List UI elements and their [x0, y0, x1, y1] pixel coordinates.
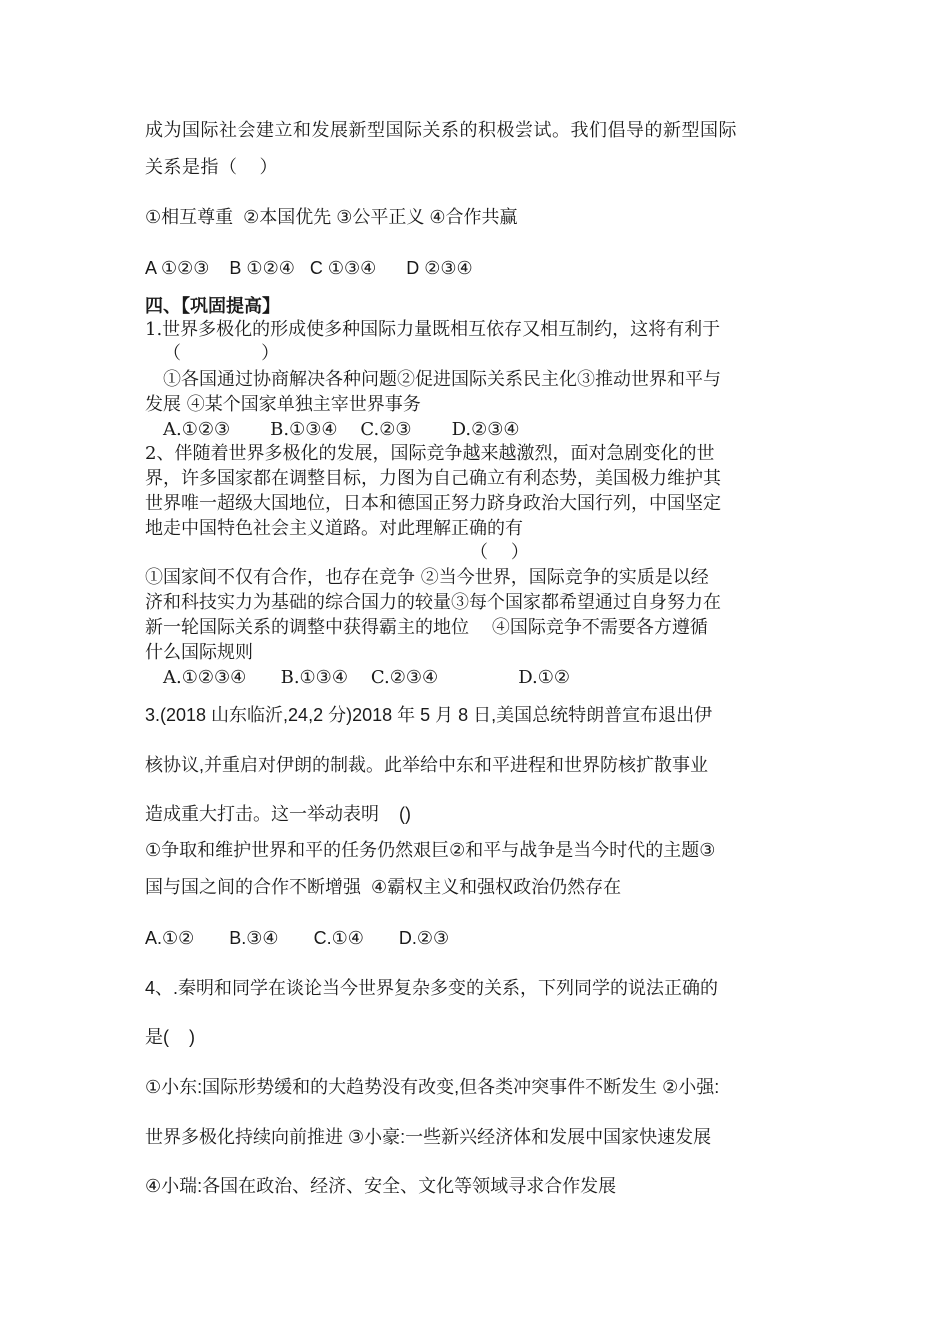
- q2-option-line-1: ①国家间不仅有合作，也存在竞争 ②当今世界，国际竞争的实质是以经: [145, 567, 709, 588]
- q4-option-line-1: ①小东:国际形势缓和的大趋势没有改变,但各类冲突事件不断发生 ②小强:: [145, 1077, 720, 1097]
- intro-answers: A ①②③ B ①②④ C ①③④ D ②③④: [145, 258, 473, 278]
- section-title: 四、【巩固提高】: [145, 296, 280, 316]
- q2-answers: A.①②③④ B.①③④ C.②③④ D.①②: [163, 667, 570, 688]
- q4-line-2: 是( ): [145, 1027, 195, 1047]
- q3-line-3: 造成重大打击。这一举动表明 (): [145, 804, 411, 824]
- q3-answers: A.①② B.③④ C.①④ D.②③: [145, 928, 450, 948]
- q3-line-2: 核协议,并重启对伊朗的制裁。此举给中东和平进程和世界防核扩散事业: [145, 755, 708, 775]
- q4-option-line-3: ④小瑞:各国在政治、经济、安全、文化等领域寻求合作发展: [145, 1176, 617, 1196]
- q3-option-line-2: 国与国之间的合作不断增强 ④霸权主义和强权政治仍然存在: [145, 877, 622, 897]
- q2-option-line-4: 什么国际规则: [145, 642, 253, 663]
- q3-option-line-1: ①争取和维护世界和平的任务仍然艰巨②和平与战争是当今时代的主题③: [145, 840, 716, 860]
- q2-line-1: 2、伴随着世界多极化的发展，国际竞争越来越激烈，面对急剧变化的世: [145, 443, 715, 464]
- q2-line-2: 界，许多国家都在调整目标，力图为自己确立有利态势，美国极力维护其: [145, 468, 721, 489]
- q3-line-1: 3.(2018 山东临沂,24,2 分)2018 年 5 月 8 日,美国总统特朗普宣布退出伊: [145, 705, 713, 725]
- q1-answers: A.①②③ B.①③④ C.②③ D.②③④: [163, 419, 520, 440]
- intro-line-2: 关系是指（ ）: [145, 157, 279, 177]
- q2-paren: （ ）: [470, 542, 529, 563]
- q2-option-line-2: 济和科技实力为基础的综合国力的较量③每个国家都希望通过自身努力在: [145, 592, 721, 613]
- q2-option-line-3: 新一轮国际关系的调整中获得霸主的地位 ④国际竞争不需要各方遵循: [145, 617, 708, 638]
- q1-option-line-1: ①各国通过协商解决各种问题②促进国际关系民主化③推动世界和平与: [163, 369, 721, 390]
- q4-line-1: 4、.秦明和同学在谈论当今世界复杂多变的关系，下列同学的说法正确的: [145, 978, 719, 998]
- q4-option-line-2: 世界多极化持续向前推进 ③小豪:一些新兴经济体和发展中国家快速发展: [145, 1127, 712, 1147]
- q2-line-3: 世界唯一超级大国地位，日本和德国正努力跻身政治大国行列，中国坚定: [145, 493, 721, 514]
- intro-options: ①相互尊重 ②本国优先 ③公平正义 ④合作共赢: [145, 207, 518, 227]
- q1-stem: 1.世界多极化的形成使多种国际力量既相互依存又相互制约，这将有利于: [145, 319, 721, 340]
- q1-option-line-2: 发展 ④某个国家单独主宰世界事务: [145, 394, 421, 415]
- q1-paren: （ ）: [163, 343, 280, 364]
- intro-line-1: 成为国际社会建立和发展新型国际关系的积极尝试。我们倡导的新型国际: [145, 120, 737, 140]
- q2-line-4: 地走中国特色社会主义道路。对此理解正确的有: [145, 518, 523, 539]
